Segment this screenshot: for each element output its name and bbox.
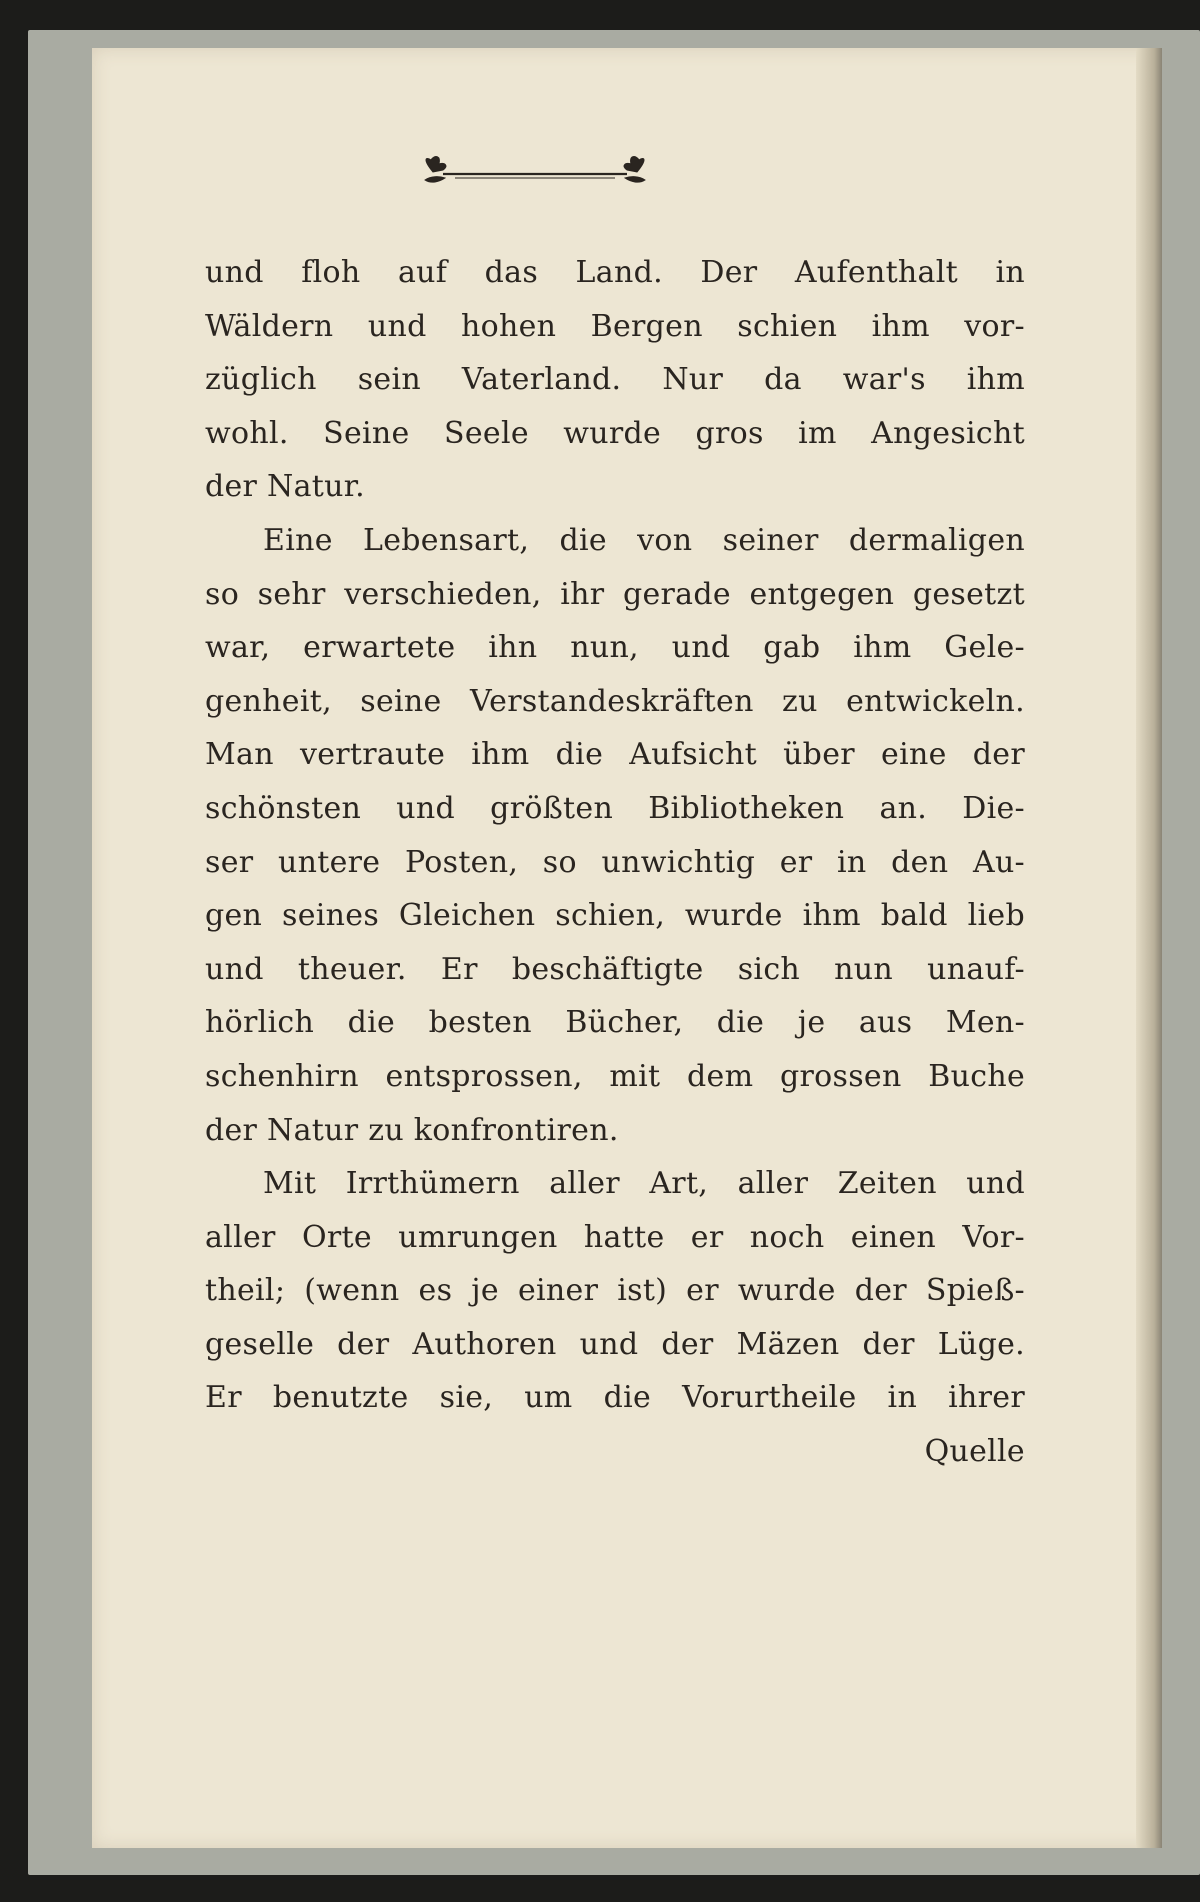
text-line-18: Mit Irrthümern aller Art, aller Zeiten und bbox=[263, 1166, 1025, 1202]
text-line-21: geselle der Authoren und der Mäzen der Lüge. bbox=[205, 1326, 1025, 1362]
text-line-5: der Natur. bbox=[205, 469, 365, 505]
text-line-7: so sehr verschieden, ihr gerade entgegen gesetzt bbox=[205, 576, 1025, 612]
text-line-12: ser untere Posten, so unwichtig er in den Au- bbox=[205, 844, 1025, 880]
text-line-10: Man vertraute ihm die Aufsicht über eine der bbox=[205, 737, 1025, 773]
text-line-4: wohl. Seine Seele wurde gros im Angesicht bbox=[205, 415, 1025, 451]
text-line-11: schönsten und größten Bibliotheken an. Die- bbox=[205, 790, 1025, 826]
text-line-14: und theuer. Er beschäftigte sich nun unauf- bbox=[205, 951, 1025, 987]
text-line-6: Eine Lebensart, die von seiner dermaligen bbox=[263, 522, 1025, 558]
text-line-22: Er benutzte sie, um die Vorurtheile in ihrer bbox=[205, 1380, 1025, 1416]
catchword: Quelle bbox=[924, 1434, 1025, 1470]
text-line-20: theil; (wenn es je einer ist) er wurde der Spieß- bbox=[205, 1273, 1025, 1309]
text-line-19: aller Orte umrungen hatte er noch einen Vor- bbox=[205, 1219, 1025, 1255]
page-gutter bbox=[1136, 48, 1162, 1848]
text-line-8: war, erwartete ihn nun, und gab ihm Gele- bbox=[205, 630, 1025, 666]
text-line-17: der Natur zu konfrontiren. bbox=[205, 1112, 619, 1148]
text-line-16: schenhirn entsprossen, mit dem grossen Buche bbox=[205, 1058, 1025, 1094]
head-ornament-icon bbox=[415, 150, 655, 194]
text-line-1: und floh auf das Land. Der Aufenthalt in bbox=[205, 255, 1025, 290]
text-line-2: Wäldern und hohen Bergen schien ihm vor- bbox=[205, 308, 1025, 344]
body-text bbox=[205, 246, 1025, 1479]
text-line-15: hörlich die besten Bücher, die je aus Men- bbox=[205, 1005, 1025, 1041]
text-line-3: züglich sein Vaterland. Nur da war's ihm bbox=[205, 362, 1025, 398]
text-line-9: genheit, seine Verstandeskräften zu entwickeln. bbox=[205, 683, 1025, 719]
text-line-13: gen seines Gleichen schien, wurde ihm bald lieb bbox=[205, 898, 1025, 934]
